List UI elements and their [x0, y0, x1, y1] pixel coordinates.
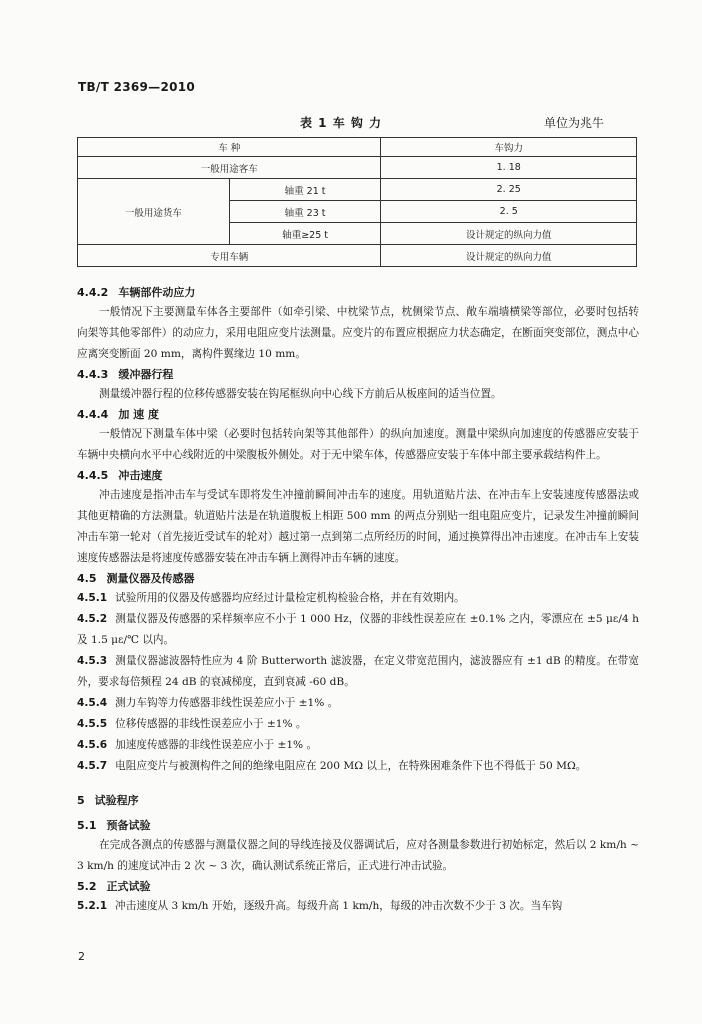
clause-4-5-7: 4.5.7 电阻应变片与被测构件之间的绝缘电阻应在 200 MΩ 以上，在特殊困难条件下也不得低于 50 MΩ。 — [77, 760, 587, 772]
table-row — [78, 157, 637, 179]
section-text-4-4-2: 一般情况下主要测量车体各主要部件（如牵引梁、中枕梁节点，枕侧梁节点、敞车端墙横梁等部位，必要时包括转向架等其他零部件）的动应力，采用电阻应变片法测量。应变片的布置应根据应力状态确定，在断面突变部位，测点中心应离突变断面 20 mm，离构件翼缘边 10 mm。 — [77, 306, 639, 360]
cell-freight-label: 一般用途货车 — [78, 179, 230, 245]
table-caption: 表 1 车 钩 力 — [300, 116, 383, 130]
section-heading-4-5: 4.5 测量仪器及传感器 — [77, 572, 195, 585]
document-code: TB/T 2369—2010 — [78, 80, 196, 94]
clause-4-5-6: 4.5.6 加速度传感器的非线性误差应小于 ±1% 。 — [77, 739, 318, 751]
cell-axle21-label: 轴重 21 t — [229, 179, 381, 201]
section-text-4-4-4: 一般情况下测量车体中梁（必要时包括转向架等其他部件）的纵向加速度。测量中梁纵向加速度的传感器应安装于车辆中央横向水平中心线附近的中梁腹板外侧处。对于无中梁车体，传感器应安装于车体中部主要承载结构件上。 — [77, 428, 639, 461]
table-row — [78, 179, 637, 201]
clause-4-5-3: 4.5.3 测量仪器滤波器特性应为 4 阶 Butterworth 滤波器，在定义带宽范围内，滤波器应有 ±1 dB 的精度。在带宽外，要求每倍频程 24 dB 的衰减梯度，直到衰减 -60 dB。 — [77, 655, 639, 688]
clause-4-5-1: 4.5.1 试验所用的仪器及传感器均应经过计量检定机构检验合格，并在有效期内。 — [77, 592, 465, 604]
coupler-force-table — [77, 137, 637, 267]
section-heading-4-4-3: 4.4.3 缓冲器行程 — [77, 368, 174, 381]
section-heading-5-2: 5.2 正式试验 — [77, 880, 151, 893]
section-heading-4-4-2: 4.4.2 车辆部件动应力 — [77, 286, 196, 299]
header-coupler-force: 车钩力 — [381, 138, 637, 157]
table-row — [78, 245, 637, 267]
section-text-4-4-3: 测量缓冲器行程的位移传感器安装在钩尾框纵向中心线下方前后从板座间的适当位置。 — [99, 388, 502, 400]
document-body — [77, 283, 639, 917]
cell-passenger-label: 一般用途客车 — [78, 157, 381, 179]
cell-special-label: 专用车辆 — [78, 245, 381, 267]
cell-passenger-value: 1. 18 — [381, 157, 637, 179]
section-heading-5-1: 5.1 预备试验 — [77, 819, 151, 832]
cell-axle21-value: 2. 25 — [381, 179, 637, 201]
section-text-5-1: 在完成各测点的传感器与测量仪器之间的导线连接及仪器调试后，应对各测量参数进行初始标定，然后以 2 km/h ~ 3 km/h 的速度试冲击 2 次 ~ 3 次，确认测试系统正常后，正式进行冲击试验。 — [77, 839, 639, 872]
section-text-4-4-5: 冲击速度是指冲击车与受试车即将发生冲撞前瞬间冲击车的速度。用轨道贴片法、在冲击车上安装速度传感器法或其他更精确的方法测量。轨道贴片法是在轨道腹板上相距 500 mm 的两点分别贴一组电阻应变片，记录发生冲撞前瞬间冲击车第一轮对（首先接近受试车的轮对）越过第一点到第二点所经历的时间，通过换算得出冲击速度。在冲击车上安装速度传感器法是将速度传感器安装在冲击车辆上测得冲击车辆的速度。 — [77, 489, 639, 564]
cell-special-value: 设计规定的纵向力值 — [381, 245, 637, 267]
section-heading-5: 5 试验程序 — [77, 794, 139, 807]
section-heading-4-4-4: 4.4.4 加 速 度 — [77, 408, 159, 421]
clause-4-5-4: 4.5.4 测力车钩等力传感器非线性误差应小于 ±1% 。 — [77, 697, 339, 709]
clause-4-5-2: 4.5.2 测量仪器及传感器的采样频率应不小于 1 000 Hz，仪器的非线性误差应在 ±0.1% 之内，零漂应在 ±5 με/4 h 及 1.5 με/℃ 以内。 — [77, 613, 639, 646]
table-header-row — [78, 138, 637, 157]
clause-4-5-5: 4.5.5 位移传感器的非线性误差应小于 ±1% 。 — [77, 718, 307, 730]
cell-axle23-label: 轴重 23 t — [229, 201, 381, 223]
page-number: 2 — [78, 950, 85, 963]
cell-axle23-value: 2. 5 — [381, 201, 637, 223]
cell-axle25-label: 轴重≥25 t — [229, 223, 381, 245]
section-heading-4-4-5: 4.4.5 冲击速度 — [77, 469, 163, 482]
table-unit: 单位为兆牛 — [544, 116, 605, 130]
header-vehicle-type: 车 种 — [78, 138, 381, 157]
cell-axle25-value: 设计规定的纵向力值 — [381, 223, 637, 245]
clause-5-2-1: 5.2.1 冲击速度从 3 km/h 开始，逐级升高。每级升高 1 km/h，每级的冲击次数不少于 3 次。当车钩 — [77, 900, 563, 912]
